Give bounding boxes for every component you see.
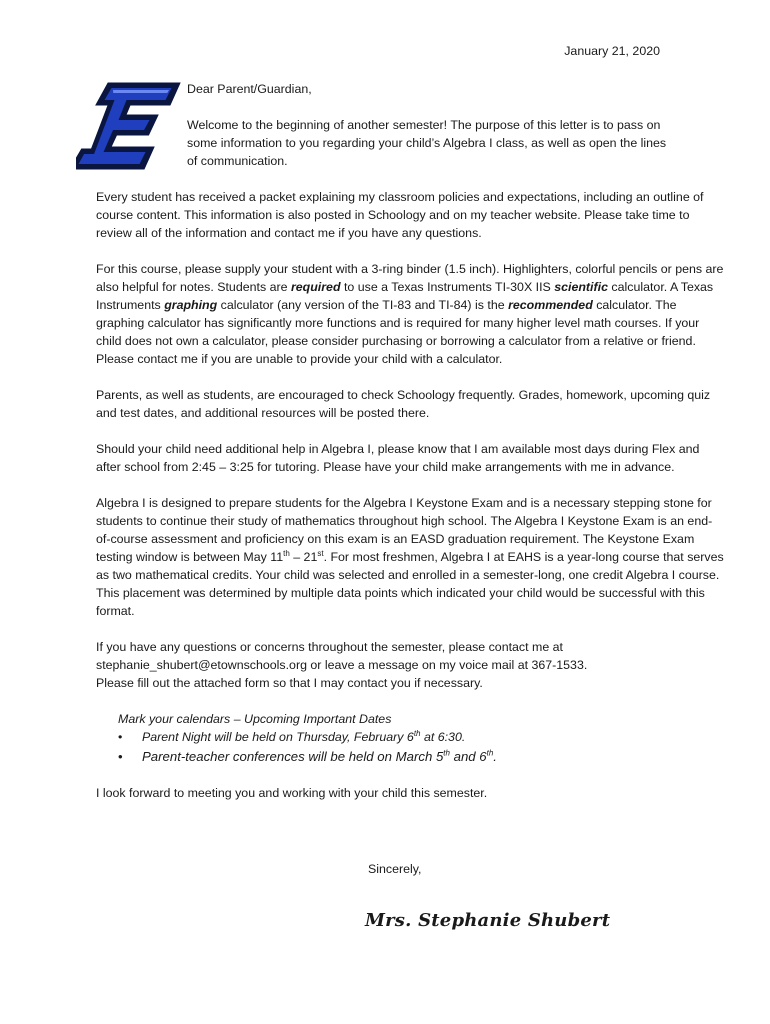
keystone-text-a: Algebra I is designed to prepare students for the Algebra I Keystone Exam and is a necessary stepping stone for students to continue their study of mathematics throughout high school. The Algebra I Keystone Exam is an end-of-course assessment and proficiency on this exam is an EASD graduation requirement. The Keystone Exam testing window is between May 11 (96, 495, 713, 564)
paragraph-supplies (96, 260, 726, 369)
letter-e-logo-icon (76, 78, 182, 174)
contact-line-2: stephanie_shubert@etownschools.org or leave a message on my voice mail at 367-1533. (96, 657, 588, 672)
letter-intro (187, 80, 667, 170)
intro-paragraph: Welcome to the beginning of another semester! The purpose of this letter is to pass on some information to you regarding your child’s Algebra I class, as well as open the lines of communication. (187, 118, 667, 168)
paragraph-keystone (96, 494, 726, 621)
date-item-text: Parent Night will be held on Thursday, February 6 (142, 729, 414, 744)
signature: Mrs. Stephanie Shubert (365, 910, 611, 931)
supplies-text-e: calculator. The graphing calculator has significantly more functions and is required for many higher level math courses. If your child does not own a calculator, please consider purchasing or borrowing a calculator from a relative or friend. Please contact me if you are unable to provide your child with a calculator. (96, 298, 700, 367)
emphasis-graphing: graphing (164, 298, 218, 313)
dates-heading: Mark your calendars – Upcoming Important Dates (118, 711, 392, 726)
date-item-sup: th (443, 748, 450, 758)
date-item-text: Parent-teacher conferences will be held on March 5 (142, 748, 444, 764)
paragraph-contact (96, 638, 726, 692)
supplies-text-c: calculator. A Texas Instruments (96, 279, 714, 313)
letter-date: January 21, 2020 (564, 44, 660, 58)
keystone-text-b: – 21 (289, 549, 318, 564)
supplies-text-a: For this course, please supply your student with a 3-ring binder (1.5 inch). Highlighters, colorful pencils or pens are also helpful for notes. Students are (96, 261, 724, 294)
dates-list (118, 728, 726, 766)
supplies-text-d: calculator (any version of the TI-83 and TI-84) is the (217, 298, 509, 313)
important-dates (118, 710, 726, 766)
date-item-sup: th (413, 728, 421, 738)
date-item-text: and 6 (449, 748, 487, 764)
date-item-text: at 6:30. (420, 729, 466, 744)
paragraph-policies: Every student has received a packet explaining my classroom policies and expectations, including an outline of course content. This information is also posted in Schoology and on my teacher website. Please take time to review all of the information and contact me if you have any questions. (96, 190, 704, 241)
keystone-sup-2: st (317, 548, 324, 558)
date-item-parent-night (118, 728, 726, 746)
date-item-text: . (493, 748, 497, 764)
date-item-conferences (118, 748, 726, 766)
keystone-text-c: . For most freshmen, Algebra I at EAHS is a year-long course that serves as two mathematical credits. Your child was selected and enrolled in a semester-long, one credit Algebra I course. This placement was determined by multiple data points which indicated your child would be successful with this format. (96, 549, 724, 619)
contact-line-3: Please fill out the attached form so that I may contact you if necessary. (96, 676, 483, 691)
closing-line: I look forward to meeting you and working with your child this semester. (96, 785, 488, 800)
supplies-text-b: to use a Texas Instruments TI-30X IIS (340, 279, 555, 294)
emphasis-recommended: recommended (508, 298, 593, 313)
date-item-sup: th (486, 748, 494, 758)
keystone-sup-1: th (283, 548, 290, 558)
emphasis-required: required (290, 279, 341, 294)
paragraph-schoology: Parents, as well as students, are encouraged to check Schoology frequently. Grades, homework, upcoming quiz and test dates, and additional resources will be posted there. (96, 388, 711, 421)
signoff: Sincerely, (368, 862, 422, 876)
contact-line-1: If you have any questions or concerns throughout the semester, please contact me at (96, 639, 563, 654)
greeting: Dear Parent/Guardian, (187, 82, 312, 96)
emphasis-scientific: scientific (554, 279, 608, 294)
paragraph-tutoring: Should your child need additional help in Algebra I, please know that I am available most days during Flex and after school from 2:45 – 3:25 for tutoring. Please have your child make arrangements with me in advance. (96, 441, 700, 474)
letter-body (96, 188, 726, 819)
